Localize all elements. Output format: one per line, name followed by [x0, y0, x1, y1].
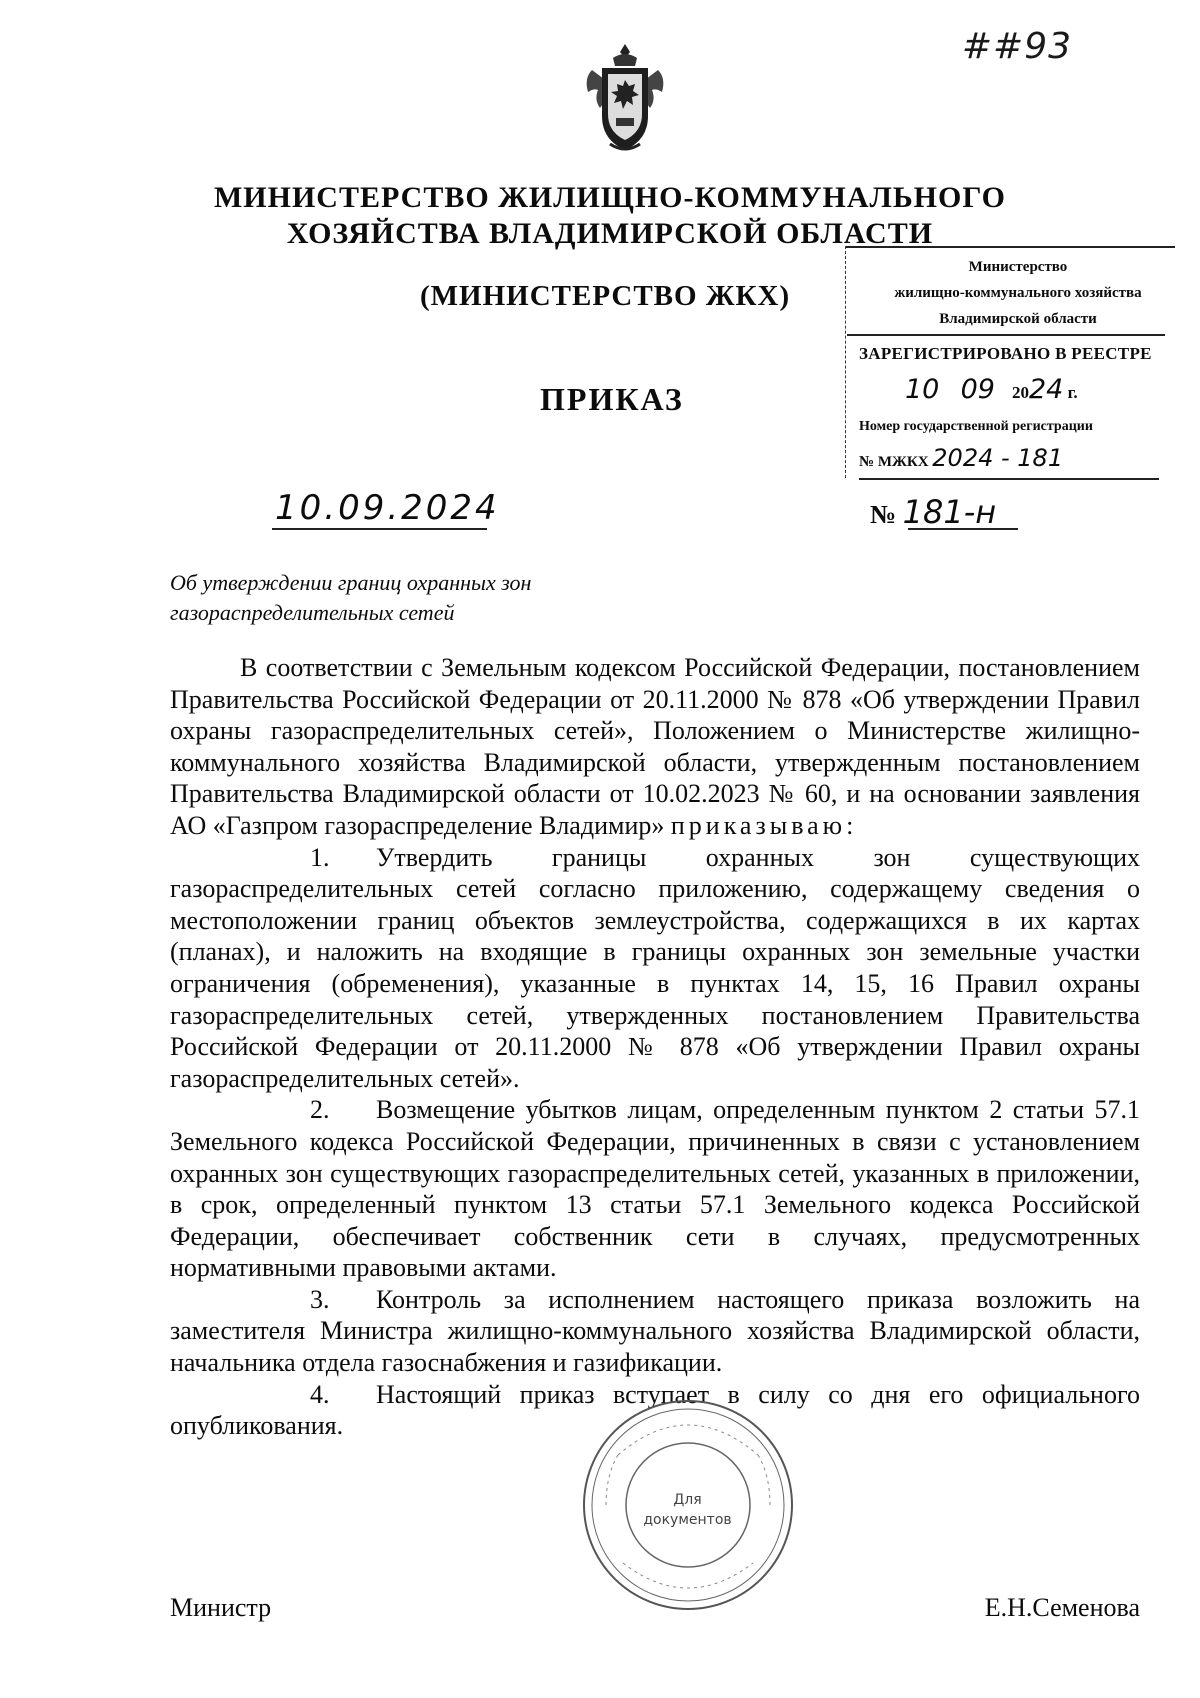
seal-text-line2: документов — [643, 1512, 732, 1528]
order-item-text: Возмещение убытков лицам, определенным пунктом 2 статьи 57.1 Земельного кодекса Российской Федерации, причиненных в связи с установлением охранных зон существующих газораспределительных сетей, указанных в приложении, в срок, определенный пунктом 13 статьи 57.1 Земельного кодекса Российской Федерации, обеспечивает собственник сети в случаях, предусмотренных нормативными правовыми актами. — [170, 1095, 1140, 1283]
stamp-divider — [845, 246, 846, 478]
seal-center-text — [620, 1490, 755, 1530]
stamp-divider — [847, 334, 1165, 336]
stamp-date-year-unit: г. — [1067, 383, 1078, 402]
order-item-number: 2. — [310, 1095, 330, 1125]
stamp-reg-number — [859, 444, 1063, 472]
ministry-short-name: (МИНИСТЕРСТВО ЖКХ) — [420, 280, 791, 312]
stamp-organization — [859, 254, 1177, 332]
stamp-divider — [845, 246, 1175, 248]
seal-text-line1: Для — [673, 1492, 702, 1508]
stamp-org-line1: Министерство — [968, 259, 1068, 275]
order-item-text: Утвердить границы охранных зон существующих газораспределительных сетей согласно приложению, содержащему сведения о местоположении границ объектов землеустройства, содержащихся в их картах (планах), и наложить на входящие в границы охранных зон земельные участки ограничения (обременения), указанные в пунктах 14, 15, 16 Правил охраны газораспределительных сетей, утвержденных постановлением Правительства Российской Федерации от 20.11.2000 № 878 «Об утверждении Правил охраны газораспределительных сетей». — [170, 842, 1140, 1093]
order-number-underline — [908, 528, 1018, 530]
order-body — [170, 652, 1140, 1442]
stamp-date-month: 09 — [960, 374, 995, 405]
order-item-text: Настоящий приказ вступает в силу со дня его официального опубликования. — [170, 1379, 1140, 1441]
order-subject-line2: газораспределительных сетей — [170, 600, 455, 625]
document-type-title: ПРИКАЗ — [540, 381, 684, 417]
order-item-number: 4. — [310, 1379, 330, 1409]
order-number-value: 181-н — [902, 493, 997, 531]
stamp-reg-number-prefix: № МЖКХ — [859, 454, 929, 470]
ministry-name-line1: МИНИСТЕРСТВО ЖИЛИЩНО-КОММУНАЛЬНОГО — [213, 181, 1007, 214]
signature-position: Министр — [170, 1593, 272, 1622]
order-item-text: Контроль за исполнением настоящего приказа возложить на заместителя Министра жилищно-коммунального хозяйства Владимирской области, начальника отдела газоснабжения и газификации. — [170, 1284, 1140, 1378]
ministry-name-line2: ХОЗЯЙСТВА ВЛАДИМИРСКОЙ ОБЛАСТИ — [286, 217, 934, 250]
stamp-org-line2: жилищно-коммунального хозяйства — [894, 285, 1142, 301]
preamble-text: В соответствии с Земельным кодексом Российской Федерации, постановлением Правительства Российской Федерации от 20.11.2000 № 878 «Об утверждении Правил охраны газораспределительных сетей», Положением о Министерстве жилищно-коммунального хозяйства Владимирской области, утвержденным постановлением Правительства Владимирской области от 10.02.2023 № 60, и на основании заявления АО «Газпром газораспределение Владимир» — [170, 653, 1140, 840]
order-number — [870, 493, 996, 531]
stamp-date-day: 10 — [905, 374, 940, 405]
order-date-underline — [272, 528, 487, 530]
handwritten-corner-note: ##93 — [961, 26, 1072, 67]
order-item — [170, 1094, 1140, 1284]
order-item — [170, 1284, 1140, 1379]
ministry-name — [200, 180, 1020, 252]
stamp-org-line3: Владимирской области — [939, 311, 1097, 327]
order-preamble — [170, 652, 1140, 842]
order-subject — [170, 568, 630, 628]
stamp-reg-number-label: Номер государственной регистрации — [859, 419, 1093, 434]
order-date: 10.09.2024 — [275, 488, 500, 528]
stamp-reg-number-value: 2024 - 181 — [932, 444, 1064, 472]
order-item-number: 1. — [310, 842, 330, 872]
stamp-date-year-suffix: 24 — [1028, 374, 1064, 405]
stamp-registered-label: ЗАРЕГИСТРИРОВАНО В РЕЕСТРЕ — [859, 344, 1152, 363]
stamp-divider — [859, 478, 1159, 480]
order-number-label: № — [870, 500, 897, 529]
coat-of-arms-emblem — [580, 40, 670, 160]
order-subject-line1: Об утверждении границ охранных зон — [170, 570, 532, 595]
preamble-command: приказываю: — [670, 810, 858, 840]
order-item — [170, 842, 1140, 1095]
order-item-number: 3. — [310, 1284, 330, 1314]
stamp-date-year-prefix: 20 — [1011, 383, 1029, 402]
signature-name: Е.Н.Семенова — [984, 1593, 1140, 1622]
stamp-registration-date — [905, 374, 1078, 405]
